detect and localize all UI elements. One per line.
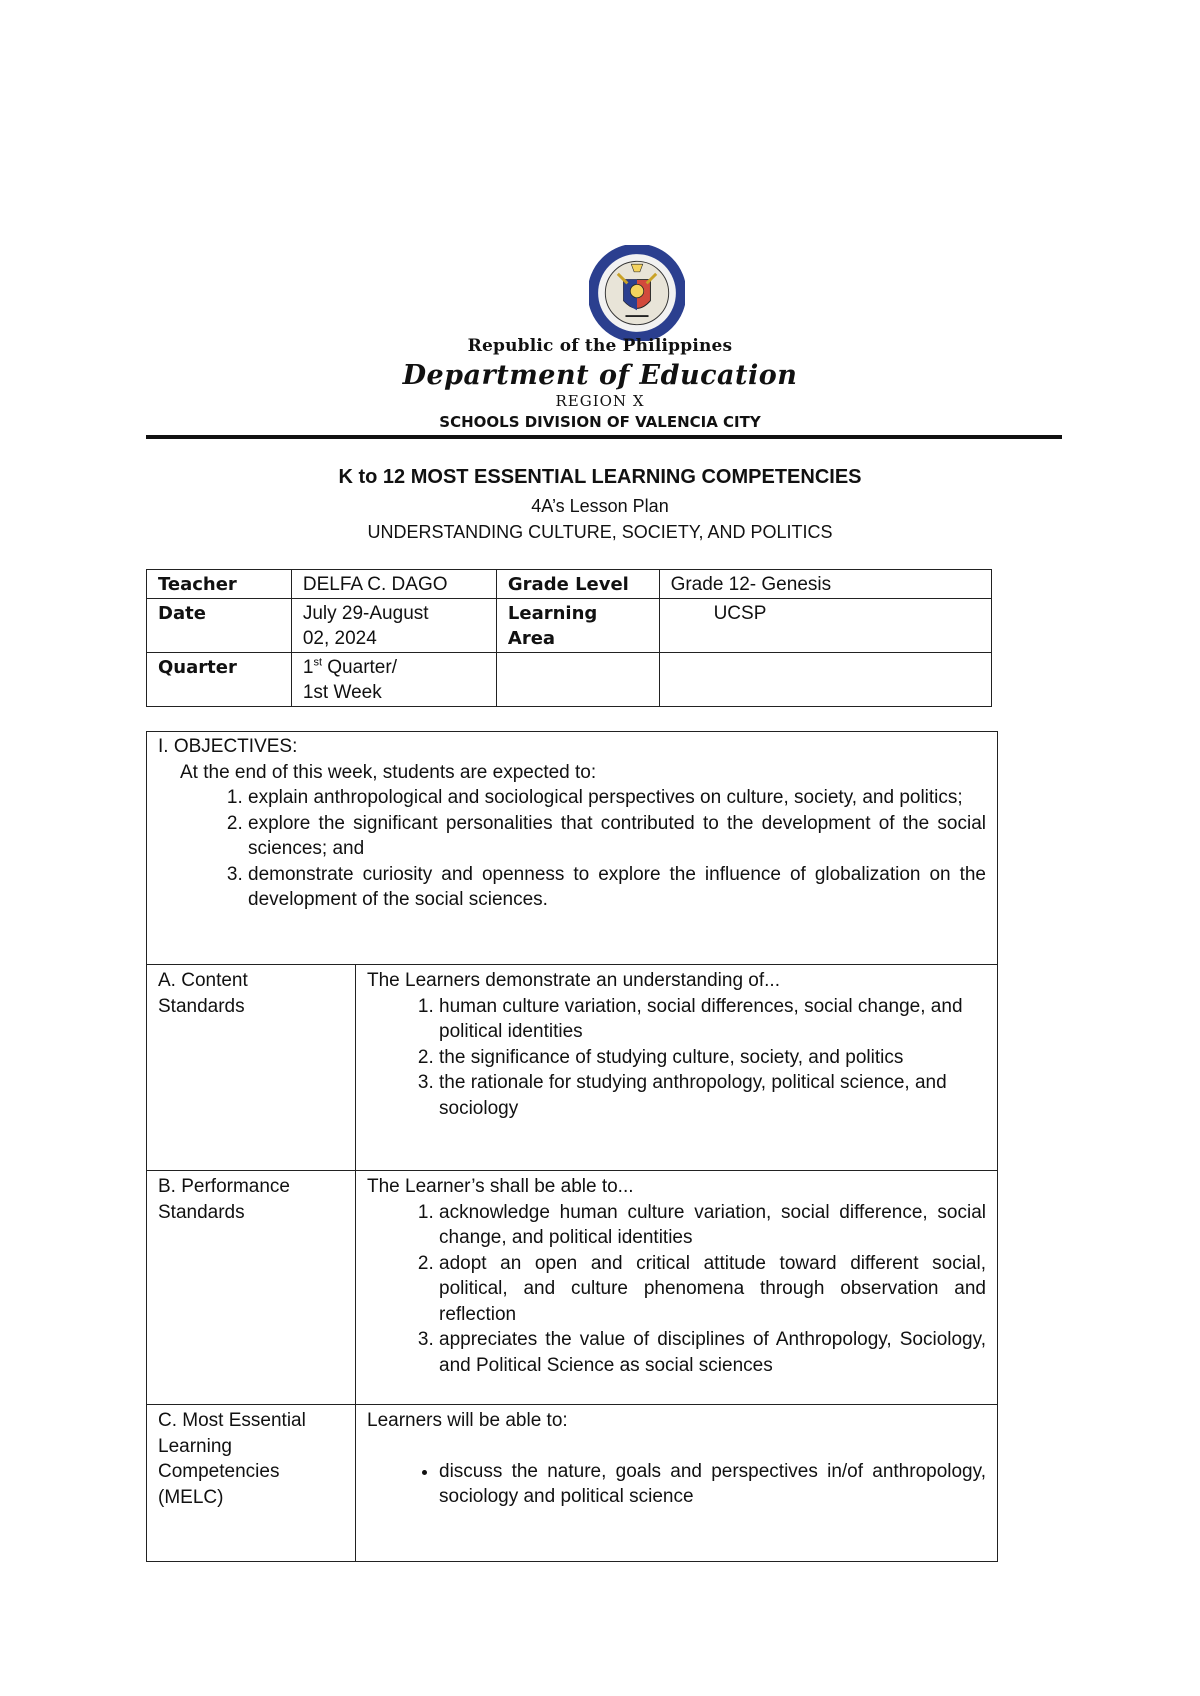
quarter-number: 1 [302, 657, 314, 678]
performance-standards-intro: The Learner’s shall be able to... [367, 1176, 634, 1197]
list-item: 3. demonstrate curiosity and openness to explore the influence of globalization on the development of the social sciences. [248, 862, 986, 913]
quarter-value [291, 653, 496, 707]
content-standards-list [403, 994, 986, 1122]
table-row [147, 965, 998, 1171]
learning-area-value [659, 599, 991, 653]
label-line: C. Most Essential [158, 1410, 306, 1431]
table-row [147, 570, 992, 599]
date-value [291, 599, 496, 653]
performance-standards-label [147, 1171, 356, 1405]
label-line: B. Performance [158, 1176, 290, 1197]
grade-level-value: Grade 12- Genesis [659, 570, 991, 599]
table-row [147, 1171, 998, 1405]
list-item: 2. explore the significant personalities that contributed to the development of the social sciences; and [248, 811, 986, 862]
objectives-intro: At the end of this week, students are expected to: [180, 761, 597, 783]
objectives-list [206, 785, 986, 913]
melc-body [356, 1405, 998, 1562]
division-heading: SCHOOLS DIVISION OF VALENCIA CITY [439, 413, 761, 431]
header-divider [146, 435, 1062, 439]
quarter-week: 1st Week [302, 682, 382, 703]
empty-cell [659, 653, 991, 707]
content-standards-body [356, 965, 998, 1171]
empty-cell [496, 653, 659, 707]
melc-label [147, 1405, 356, 1562]
list-item: 2. adopt an open and critical attitude toward different social, political, and culture phenomena through observation and reflection [439, 1251, 986, 1328]
teacher-value: DELFA C. DAGO [291, 570, 496, 599]
melc-intro: Learners will be able to: [367, 1410, 568, 1431]
list-item: 3. appreciates the value of disciplines of Anthropology, Sociology, and Political Science as social sciences [439, 1327, 986, 1378]
melc-list [403, 1459, 986, 1510]
table-row [147, 599, 992, 653]
table-row [147, 653, 992, 707]
objectives-cell [147, 732, 998, 965]
objectives-table [146, 731, 998, 1562]
label-line: Competencies [158, 1461, 280, 1482]
performance-standards-body [356, 1171, 998, 1405]
date-line-2: 02, 2024 [302, 628, 377, 649]
list-item: 1. acknowledge human culture variation, social difference, social change, and political identities [439, 1200, 986, 1251]
content-standards-intro: The Learners demonstrate an understanding of... [367, 970, 780, 991]
table-row [147, 732, 998, 965]
subject-title: UNDERSTANDING CULTURE, SOCIETY, AND POLITICS [367, 522, 833, 542]
performance-standards-list [403, 1200, 986, 1379]
learning-area-label-2: Area [507, 628, 556, 649]
date-line-1: July 29-August [302, 603, 429, 624]
lesson-info-table [146, 569, 992, 707]
date-label: Date [147, 599, 292, 653]
region-heading: REGION X [555, 392, 645, 410]
quarter-label: Quarter [147, 653, 292, 707]
label-line: (MELC) [158, 1486, 224, 1508]
quarter-text: Quarter/ [322, 657, 397, 678]
learning-area-text: UCSP [713, 603, 767, 624]
department-heading: Department of Education [402, 360, 798, 391]
republic-heading: Republic of the Philippines [467, 336, 733, 356]
learning-area-label [496, 599, 659, 653]
lesson-plan-type: 4A’s Lesson Plan [531, 496, 669, 516]
deped-seal-logo [589, 245, 685, 341]
label-line: Standards [158, 995, 245, 1017]
learning-area-label-1: Learning [507, 603, 598, 624]
label-line: A. Content [158, 970, 248, 991]
list-item: 1. human culture variation, social differences, social change, and political identities [439, 994, 986, 1045]
teacher-label: Teacher [147, 570, 292, 599]
list-item: 2. the significance of studying culture, society, and politics [439, 1045, 986, 1071]
list-item: 3. the rationale for studying anthropology, political science, and sociology [439, 1070, 986, 1121]
label-line: Learning [158, 1435, 232, 1457]
list-item: • discuss the nature, goals and perspectives in/of anthropology, sociology and political science [439, 1459, 986, 1510]
list-item: 1. explain anthropological and sociological perspectives on culture, society, and politics; [248, 785, 986, 811]
objectives-heading: I. OBJECTIVES: [158, 736, 298, 757]
grade-level-label: Grade Level [496, 570, 659, 599]
content-standards-label [147, 965, 356, 1171]
table-row [147, 1405, 998, 1562]
quarter-suffix: st [313, 656, 322, 669]
document-title: K to 12 MOST ESSENTIAL LEARNING COMPETENCIES [338, 466, 862, 488]
label-line: Standards [158, 1201, 245, 1223]
